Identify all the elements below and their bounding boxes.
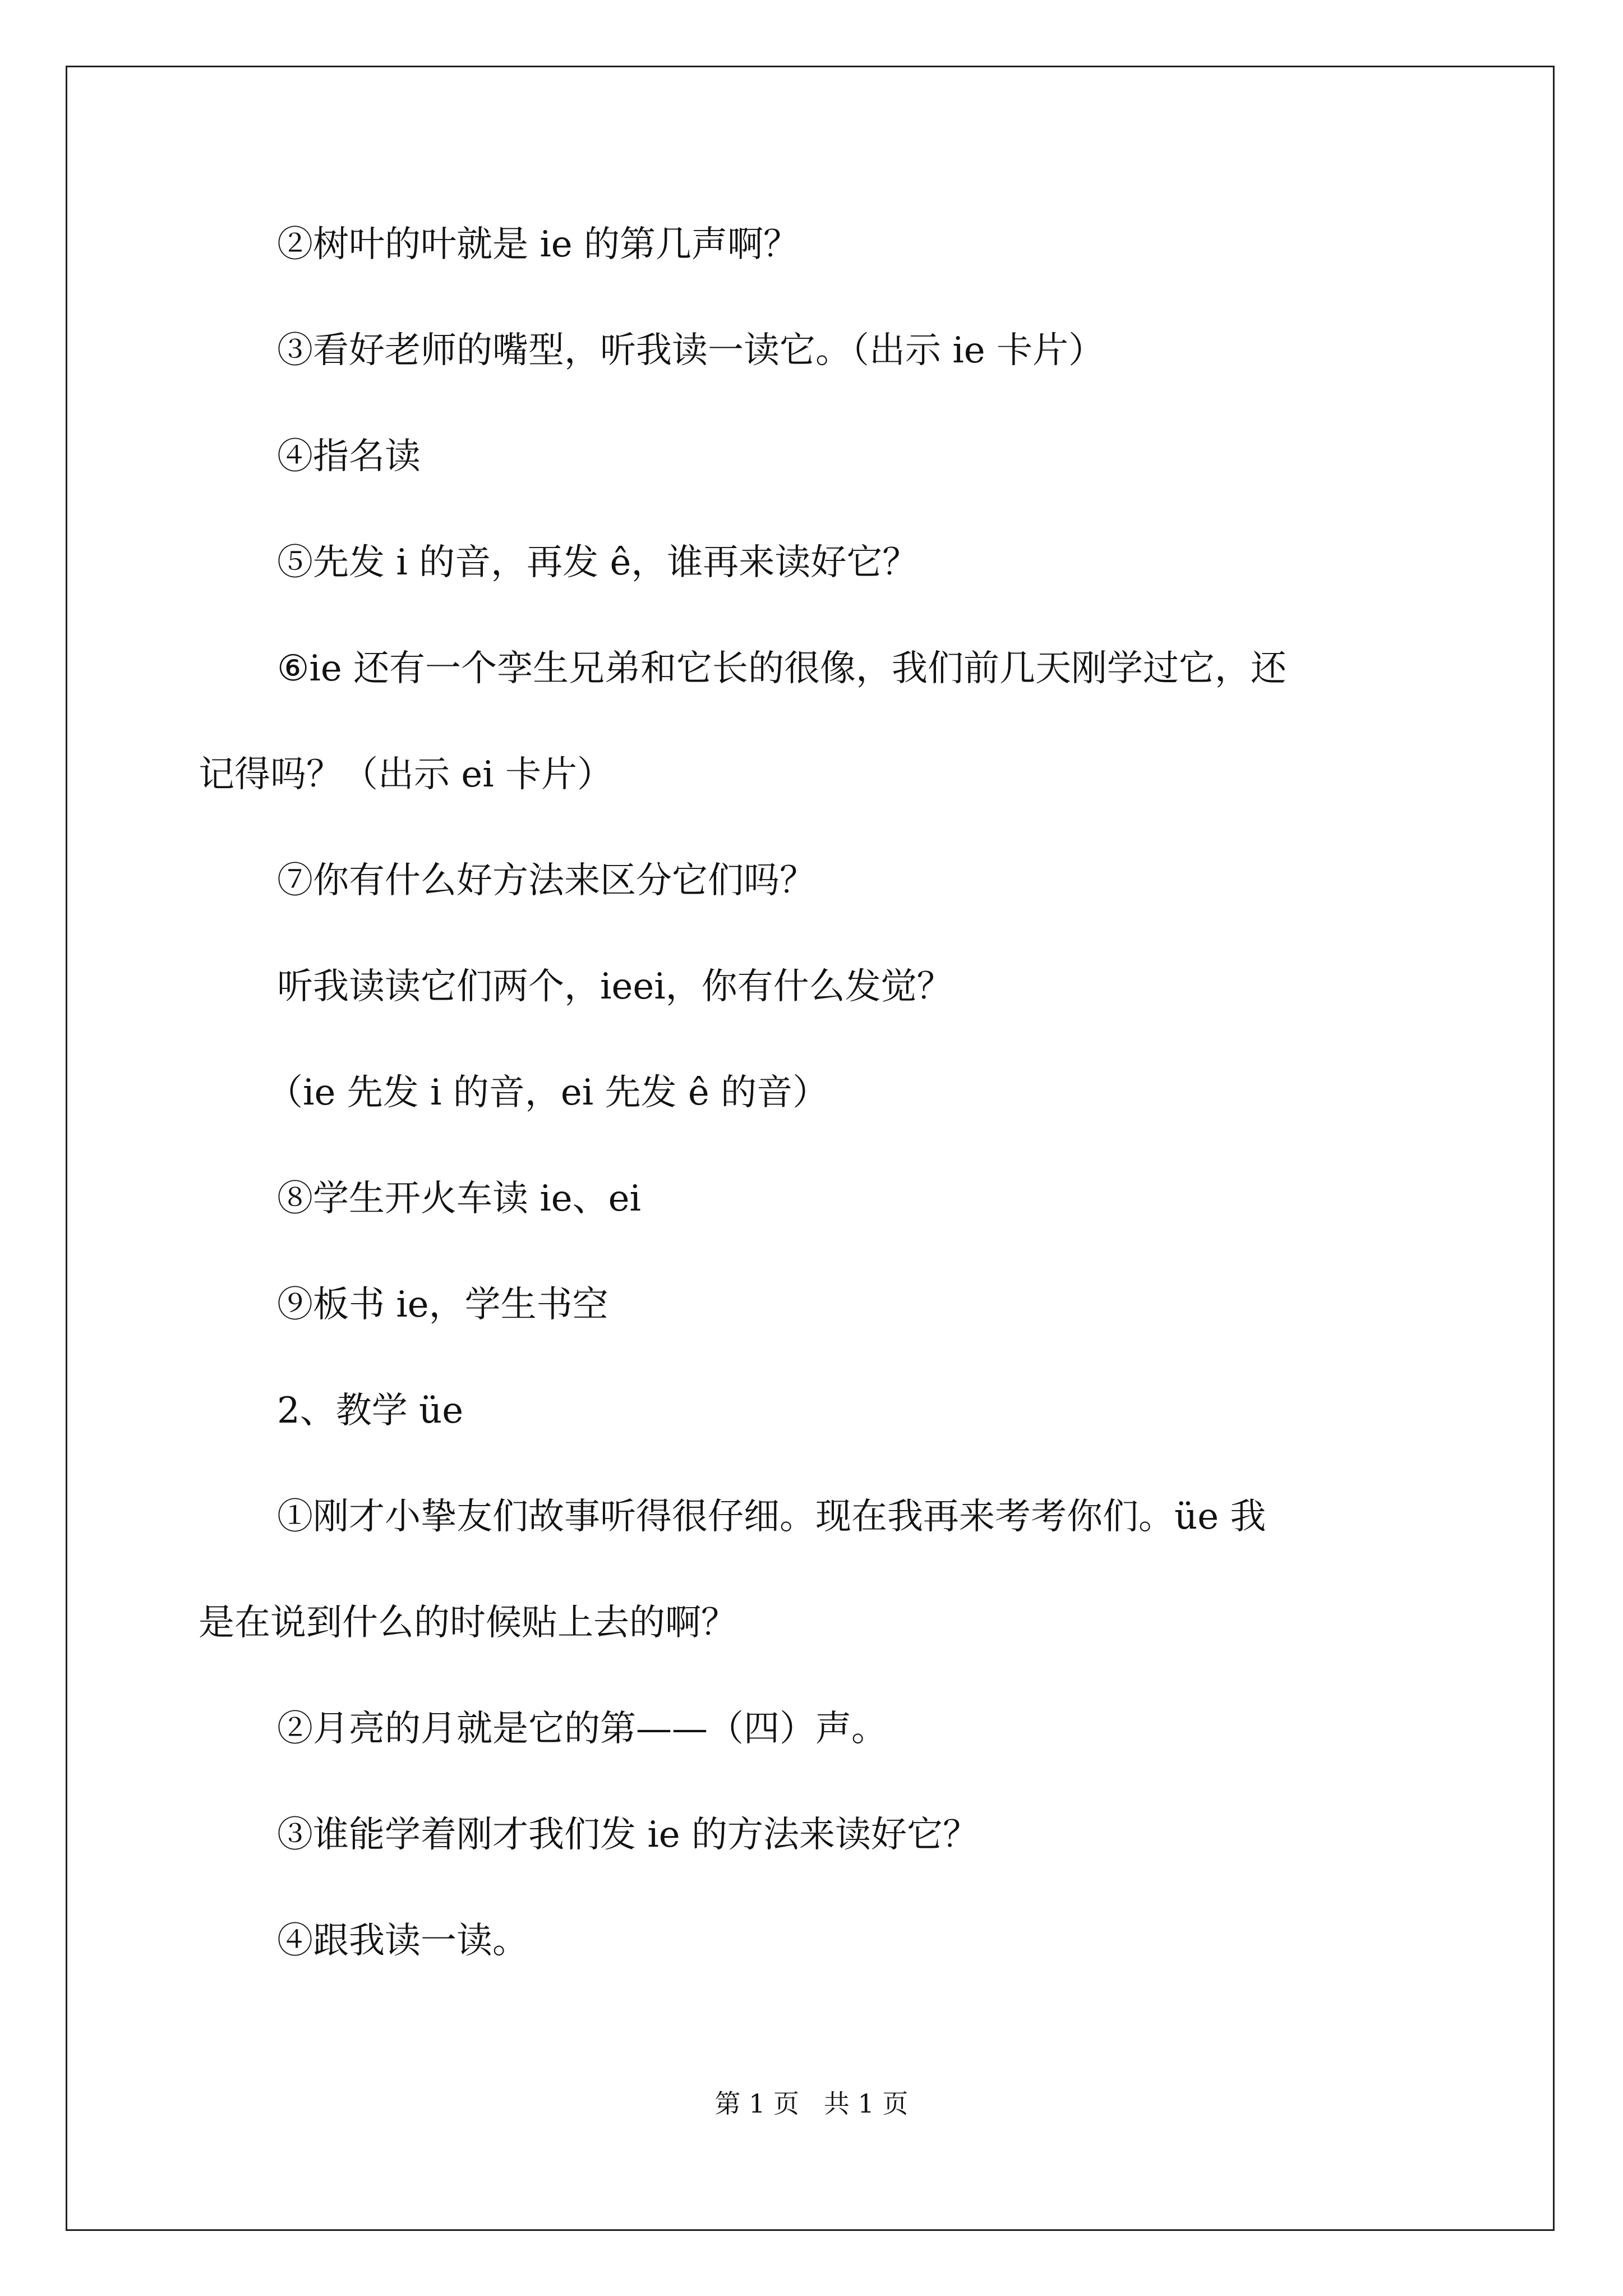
section-heading: 2、教学 üe	[277, 1390, 464, 1432]
paragraph-line: ①刚才小挚友们故事听得很仔细。现在我再来考考你们。üe 我	[277, 1496, 1266, 1538]
paragraph: ②树叶的叶就是 ie 的第几声啊？	[277, 224, 800, 265]
paragraph: ④跟我读一读。	[277, 1920, 528, 1962]
paragraph: ⑦你有什么好方法来区分它们吗？	[277, 860, 815, 901]
paragraph-line: 是在说到什么的时候贴上去的啊？	[199, 1602, 737, 1644]
paragraph: ②月亮的月就是它的第——（四）声。	[277, 1708, 887, 1750]
paragraph: ⑧学生开火车读 ie、ei	[277, 1178, 642, 1220]
paragraph: ④指名读	[277, 436, 421, 477]
document-body	[199, 218, 1432, 2020]
paragraph: ③谁能学着刚才我们发 ie 的方法来读好它？	[277, 1814, 979, 1856]
paragraph-wrapped	[199, 642, 1432, 802]
paragraph-line: ⑥ie 还有一个孪生兄弟和它长的很像，我们前几天刚学过它，还	[277, 648, 1287, 689]
paragraph: （ie 先发 i 的音，ei 先发 ê 的音）	[267, 1072, 829, 1114]
paragraph: ③看好老师的嘴型，听我读一读它。（出示 ie 卡片）	[277, 330, 1105, 371]
paragraph-wrapped	[199, 1490, 1432, 1650]
paragraph: 听我读读它们两个，ieei，你有什么发觉？	[277, 966, 953, 1007]
paragraph-line: 记得吗？（出示 ei 卡片）	[199, 754, 614, 795]
paragraph: ⑨板书 ie，学生书空	[277, 1284, 608, 1326]
paragraph: ⑤先发 i 的音，再发 ê，谁再来读好它？	[277, 542, 919, 583]
page-footer: 第 1 页 共 1 页	[714, 2088, 909, 2119]
